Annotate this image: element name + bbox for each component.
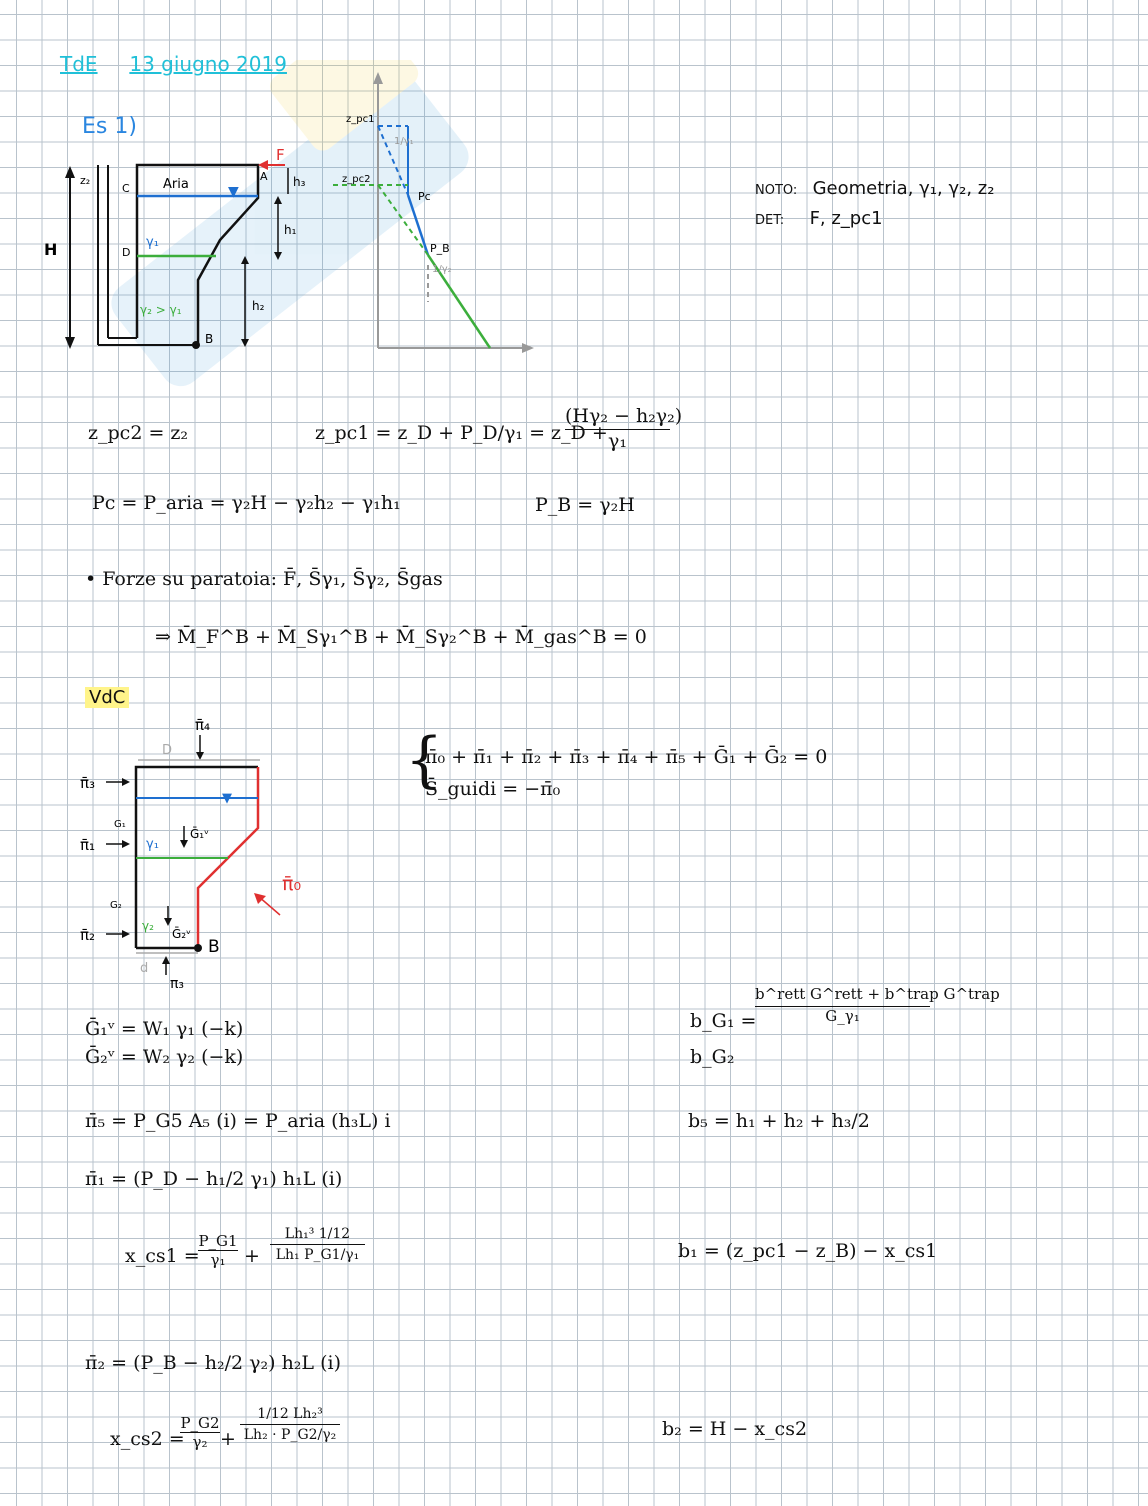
det-label: DET: xyxy=(755,213,785,228)
eq-b5: b₅ = h₁ + h₂ + h₃/2 xyxy=(688,1110,870,1132)
label-aria: Aria xyxy=(163,177,189,192)
eq-g1v: Ḡ₁ᵛ = W₁ γ₁ (−k) xyxy=(85,1018,244,1040)
svg-text:G₁: G₁ xyxy=(114,819,126,830)
svg-text:B: B xyxy=(205,332,214,346)
svg-text:γ₂ > γ₁: γ₂ > γ₁ xyxy=(140,303,182,317)
eq-zpc1: z_pc1 = z_D + P_D/γ₁ = z_D + xyxy=(315,422,608,444)
eq-momenti: ⇒ M̄_F^B + M̄_Sγ₁^B + M̄_Sγ₂^B + M̄_gas^B = 0 xyxy=(155,626,647,648)
svg-text:π̄₃: π̄₃ xyxy=(80,774,96,792)
det-block xyxy=(755,208,883,229)
svg-text:G₂: G₂ xyxy=(110,900,122,911)
svg-text:z_pc2: z_pc2 xyxy=(342,174,371,185)
svg-text:h₃: h₃ xyxy=(293,175,306,189)
eq-system-1: π̄₀ + π̄₁ + π̄₂ + π̄₃ + π̄₄ + π̄₅ + Ḡ₁ + Ḡ₂ = 0 xyxy=(425,746,828,768)
vdc-label: VdC xyxy=(85,687,129,708)
eq-pi2: π̄₂ = (P_B − h₂/2 γ₂) h₂L (i) xyxy=(85,1352,341,1374)
noto-value: Geometria, γ₁, γ₂, z₂ xyxy=(812,178,995,199)
eq-xcs1-frac1: P_G1 γ₁ xyxy=(198,1232,238,1269)
eq-pc: Pc = P_aria = γ₂H − γ₂h₂ − γ₁h₁ xyxy=(92,492,401,514)
eq-xcs2-frac2: 1/12 Lh₂³ Lh₂ · P_G2/γ₂ xyxy=(240,1406,340,1443)
svg-text:1/γ₁: 1/γ₁ xyxy=(394,136,414,147)
svg-text:A: A xyxy=(260,170,268,183)
title xyxy=(60,52,287,76)
svg-text:P_B: P_B xyxy=(430,242,450,255)
svg-text:π̄₁: π̄₁ xyxy=(80,836,96,854)
svg-text:D: D xyxy=(122,246,131,259)
eq-pi1: π̄₁ = (P_D − h₁/2 γ₁) h₁L (i) xyxy=(85,1168,343,1190)
svg-text:B: B xyxy=(208,937,220,957)
svg-text:▼: ▼ xyxy=(228,184,239,200)
eq-zpc1-fraction: (Hγ₂ − h₂γ₂) γ₁ xyxy=(565,405,683,452)
eq-pb: P_B = γ₂H xyxy=(535,494,635,516)
pressure-diagram xyxy=(330,70,550,360)
title-tde: TdE xyxy=(60,52,98,76)
eq-zpc2: z_pc2 = z₂ xyxy=(88,422,189,444)
system-brace: { xyxy=(405,725,444,795)
eq-xcs2-lhs: x_cs2 = xyxy=(110,1428,185,1450)
svg-text:Ḡ₁ᵛ: Ḡ₁ᵛ xyxy=(190,827,210,841)
svg-text:π̄₄: π̄₄ xyxy=(195,716,211,734)
svg-text:h₂: h₂ xyxy=(252,299,265,313)
vdc-diagram xyxy=(70,710,330,1000)
svg-text:Pc: Pc xyxy=(418,190,431,203)
eq-xcs1-frac2: Lh₁³ 1/12 Lh₁ P_G1/γ₁ xyxy=(270,1226,365,1263)
eq-bg2: b_G₂ xyxy=(690,1046,735,1068)
svg-text:Ḡ₂ᵛ: Ḡ₂ᵛ xyxy=(172,927,192,941)
eq-b1: b₁ = (z_pc1 − z_B) − x_cs1 xyxy=(678,1240,938,1262)
label-pi0: π̄₀ xyxy=(282,873,302,895)
label-H: H xyxy=(44,240,58,259)
svg-text:1/γ₂: 1/γ₂ xyxy=(432,264,452,275)
svg-text:d: d xyxy=(140,961,149,976)
eq-bg1-fraction: b^rett G^rett + b^trap G^trap G_γ₁ xyxy=(755,985,1000,1025)
det-value: F, z_pc1 xyxy=(809,208,883,229)
svg-text:h₁: h₁ xyxy=(284,223,297,237)
svg-text:C: C xyxy=(122,182,130,195)
eq-forze: • Forze su paratoia: F̄, S̄γ₁, S̄γ₂, S̄gas xyxy=(85,568,443,590)
exercise-label: Es 1) xyxy=(82,114,137,139)
given-block xyxy=(755,178,994,199)
svg-text:D: D xyxy=(162,743,173,758)
svg-text:γ₁: γ₁ xyxy=(146,837,159,852)
eq-xcs2-frac1: P_G2 γ₂ xyxy=(180,1414,220,1451)
eq-bg1-lhs: b_G₁ = xyxy=(690,1010,757,1032)
svg-text:π̄₂: π̄₂ xyxy=(80,926,96,944)
svg-text:π₃: π₃ xyxy=(170,976,185,992)
eq-system-2: S̄_guidi = −π̄₀ xyxy=(425,778,561,800)
label-F: F xyxy=(276,146,285,164)
label-z2: z₂ xyxy=(80,174,91,187)
eq-xcs1-lhs: x_cs1 = xyxy=(125,1245,200,1267)
title-date: 13 giugno 2019 xyxy=(129,52,287,76)
svg-text:▼: ▼ xyxy=(222,791,232,806)
eq-pi5: π̄₅ = P_G5 A₅ (i) = P_aria (h₃L) i xyxy=(85,1110,391,1132)
eq-b2: b₂ = H − x_cs2 xyxy=(662,1418,808,1440)
svg-text:γ₂: γ₂ xyxy=(142,919,154,933)
svg-text:γ₁: γ₁ xyxy=(146,235,159,250)
svg-text:z_pc1: z_pc1 xyxy=(346,114,375,125)
noto-label: NOTO: xyxy=(755,183,798,198)
eq-g2v: Ḡ₂ᵛ = W₂ γ₂ (−k) xyxy=(85,1046,244,1068)
tank-diagram xyxy=(40,140,320,365)
